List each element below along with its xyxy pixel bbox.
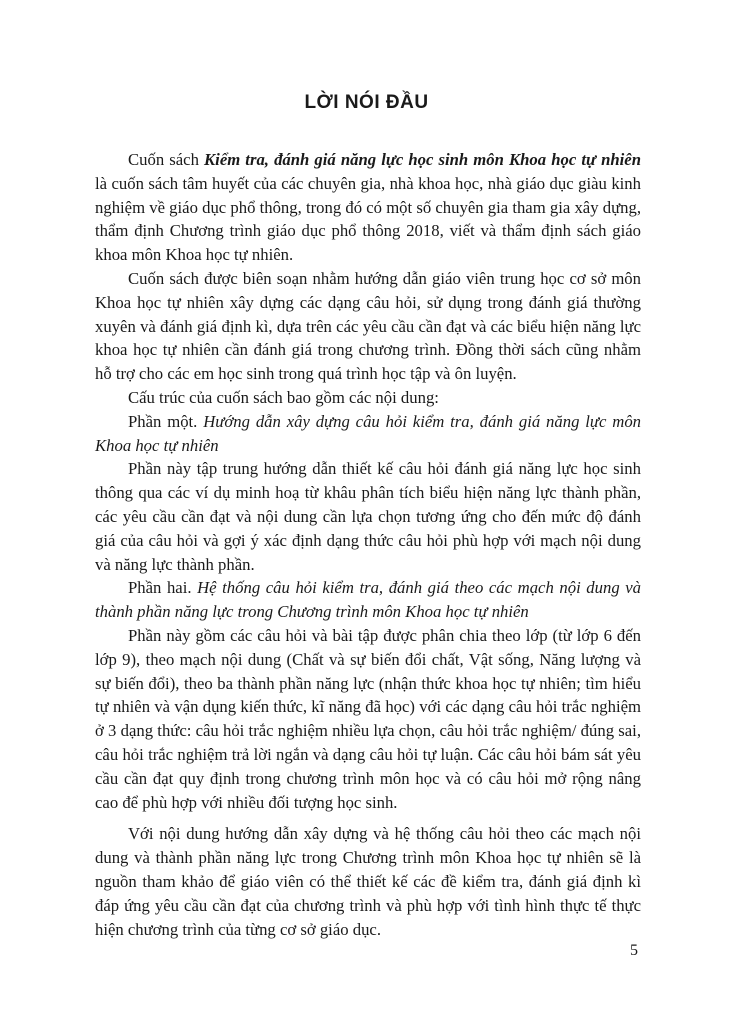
paragraph-1 [95, 148, 641, 267]
paragraph-7: Phần này gồm các câu hỏi và bài tập được phân chia theo lớp (từ lớp 6 đến lớp 9), theo mạch nội dung (Chất và sự biến đổi chất, Vật sống, Năng lượng và sự biến đổi), theo ba thành phần năng lực (nhận thức khoa học tự nhiên; tìm hiểu tự nhiên và vận dụng kiến thức, kĩ năng đã học) với các dạng câu hỏi trắc nghiệm ở 3 dạng thức: câu hỏi trắc nghiệm nhiều lựa chọn, câu hỏi trắc nghiệm/ đúng sai, câu hỏi trắc nghiệm trả lời ngắn và dạng câu hỏi tự luận. Các câu hỏi bám sát yêu cầu cần đạt quy định trong chương trình môn học và có câu hỏi mở rộng nâng cao để phù hợp với nhiều đối tượng học sinh. [95, 625, 641, 812]
paragraph-8: Với nội dung hướng dẫn xây dựng và hệ thống câu hỏi theo các mạch nội dung và thành phần năng lực trong Chương trình môn Khoa học tự nhiên sẽ là nguồn tham khảo để giáo viên có thể thiết kế các đề kiểm tra, đánh giá định kì đáp ứng yêu cầu cần đạt của chương trình và phù hợp với tình hình thực tế thực hiện chương trình của từng cơ sở giáo dục. [95, 824, 641, 939]
paragraph-5: Phần này tập trung hướng dẫn thiết kế câu hỏi đánh giá năng lực học sinh thông qua các ví dụ minh hoạ từ khâu phân tích biểu hiện năng lực thành phần, các yêu cầu cần đạt và nội dung cần lựa chọn tương ứng cho đến mức độ đánh giá của câu hỏi và gợi ý xác định dạng thức câu hỏi phù hợp với mạch nội dung và năng lực thành phần. [95, 459, 641, 574]
part-one-title: Hướng dẫn xây dựng câu hỏi kiểm tra, đánh giá năng lực môn Khoa học tự nhiên [95, 411, 642, 455]
book-title: Kiểm tra, đánh giá năng lực học sinh môn Khoa học tự nhiên [204, 150, 641, 169]
part-two-heading [95, 576, 641, 624]
paragraph-3: Cấu trúc của cuốn sách bao gồm các nội dung: [128, 387, 439, 407]
paragraph-2: Cuốn sách được biên soạn nhằm hướng dẫn giáo viên trung học cơ sở môn Khoa học tự nhiên xây dựng các dạng câu hỏi, sử dụng trong đánh giá thường xuyên và đánh giá định kì, dựa trên các yêu cầu cần đạt và các biểu hiện năng lực khoa học tự nhiên cần đánh giá trong chương trình. Đồng thời sách cũng nhằm hỗ trợ cho các em học sinh trong quá trình học tập và ôn luyện. [95, 268, 641, 384]
page-number: 5 [630, 942, 638, 959]
part-one-label: Phần một. [128, 411, 204, 431]
part-two-label: Phần hai. [128, 578, 198, 598]
paragraph-1-rest: là cuốn sách tâm huyết của các chuyên gia, nhà khoa học, nhà giáo dục giàu kinh nghiệm về giáo dục phổ thông, trong đó có một số chuyên gia tham gia xây dựng, thẩm định Chương trình giáo dục phổ thông 2018, viết và thẩm định sách giáo khoa môn Khoa học tự nhiên. [95, 173, 641, 265]
part-two-title: Hệ thống câu hỏi kiểm tra, đánh giá theo các mạch nội dung và thành phần năng lực trong Chương trình môn Khoa học tự nhiên [95, 578, 642, 622]
part-one-heading [95, 410, 641, 458]
preface-body [95, 148, 641, 941]
page-title: LỜI NÓI ĐẦU [304, 92, 429, 113]
paragraph-1-lead: Cuốn sách [128, 150, 205, 169]
